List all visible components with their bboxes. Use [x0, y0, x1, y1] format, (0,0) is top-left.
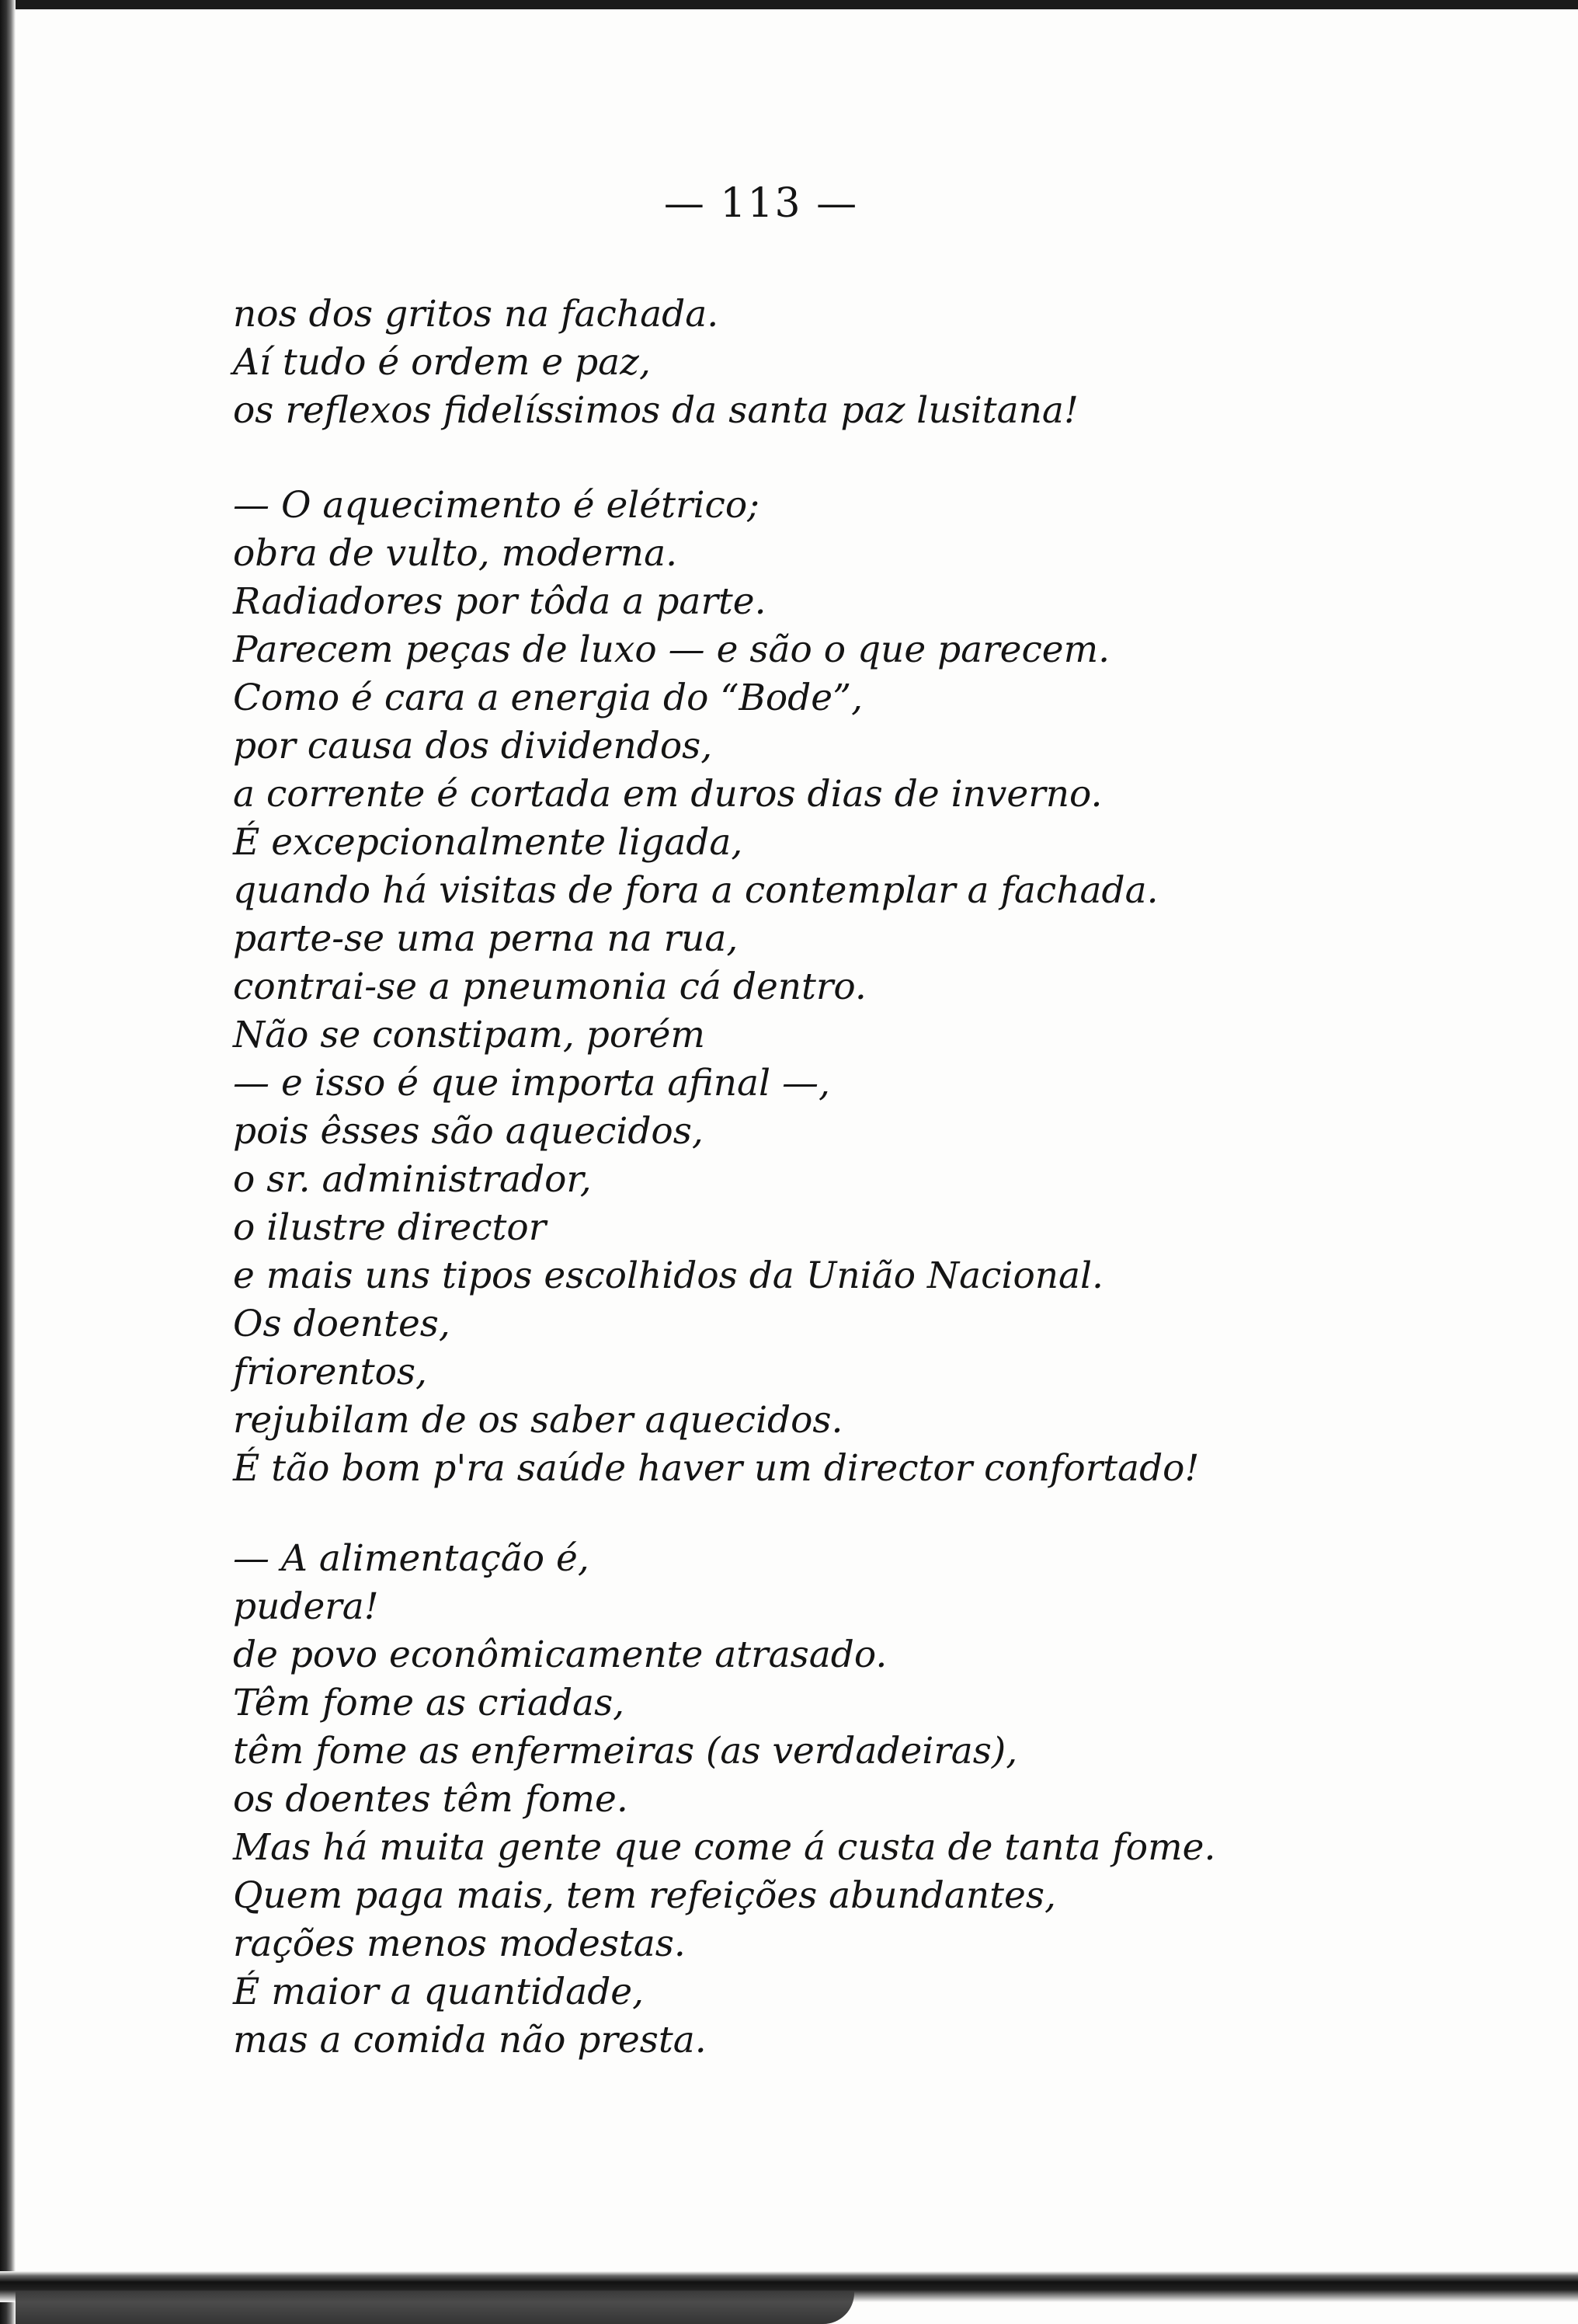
- scan-edge-top: [0, 0, 1578, 9]
- poem-line: É tão bom p'ra saúde haver um director confortado!: [233, 1447, 1200, 1490]
- poem-line: por causa dos dividendos,: [233, 725, 713, 767]
- poem-line: nos dos gritos na fachada.: [233, 293, 719, 336]
- poem-line: É maior a quantidade,: [233, 1971, 645, 2013]
- poem-line: — e isso é que importa afinal —,: [233, 1062, 830, 1105]
- poem-line: Como é cara a energia do “Bode”,: [233, 677, 864, 719]
- poem-line: obra de vulto, moderna.: [233, 532, 678, 575]
- poem-line: pois êsses são aquecidos,: [233, 1110, 704, 1153]
- poem-line: mas a comida não presta.: [233, 2019, 707, 2061]
- poem-line: o sr. administrador,: [233, 1158, 592, 1201]
- poem-line: — A alimentação é,: [233, 1537, 589, 1580]
- stanza: [233, 482, 1320, 1493]
- stanza: [233, 290, 1320, 435]
- page-number: — 113 —: [663, 180, 859, 227]
- poem-line: o ilustre director: [233, 1206, 547, 1249]
- poem-line: Radiadores por tôda a parte.: [233, 580, 766, 623]
- scan-smudge: [16, 2291, 854, 2324]
- poem-line: É excepcionalmente ligada,: [233, 821, 743, 864]
- poem-line: rações menos modestas.: [233, 1922, 686, 1965]
- poem-line: Os doentes,: [233, 1303, 450, 1345]
- poem-line: Não se constipam, porém: [233, 1014, 705, 1056]
- poem-line: os doentes têm fome.: [233, 1778, 628, 1821]
- poem-line: friorentos,: [233, 1351, 427, 1393]
- stanza: [233, 1535, 1320, 2065]
- poem-line: os reflexos fidelíssimos da santa paz lusitana!: [233, 389, 1079, 432]
- poem-line: têm fome as enfermeiras (as verdadeiras),: [233, 1730, 1018, 1773]
- poem-line: Têm fome as criadas,: [233, 1682, 625, 1724]
- scan-edge-left: [0, 0, 16, 2324]
- poem-line: Quem paga mais, tem refeições abundantes,: [233, 1874, 1056, 1917]
- poem-line: e mais uns tipos escolhidos da União Nacional.: [233, 1254, 1104, 1297]
- poem-line: pudera!: [233, 1585, 379, 1628]
- poem-line: quando há visitas de fora a contemplar a fachada.: [233, 869, 1159, 912]
- poem-line: Parecem peças de luxo — e são o que parecem.: [233, 628, 1111, 671]
- poem-line: Mas há muita gente que come á custa de tanta fome.: [233, 1826, 1216, 1869]
- poem-line: — O aquecimento é elétrico;: [233, 484, 759, 527]
- poem-line: a corrente é cortada em duros dias de inverno.: [233, 773, 1103, 816]
- poem-line: parte-se uma perna na rua,: [233, 917, 739, 960]
- poem-line: rejubilam de os saber aquecidos.: [233, 1399, 843, 1442]
- poem-line: Aí tudo é ordem e paz,: [233, 341, 651, 384]
- poem-line: contrai-se a pneumonia cá dentro.: [233, 965, 867, 1008]
- poem-line: de povo econômicamente atrasado.: [233, 1633, 888, 1676]
